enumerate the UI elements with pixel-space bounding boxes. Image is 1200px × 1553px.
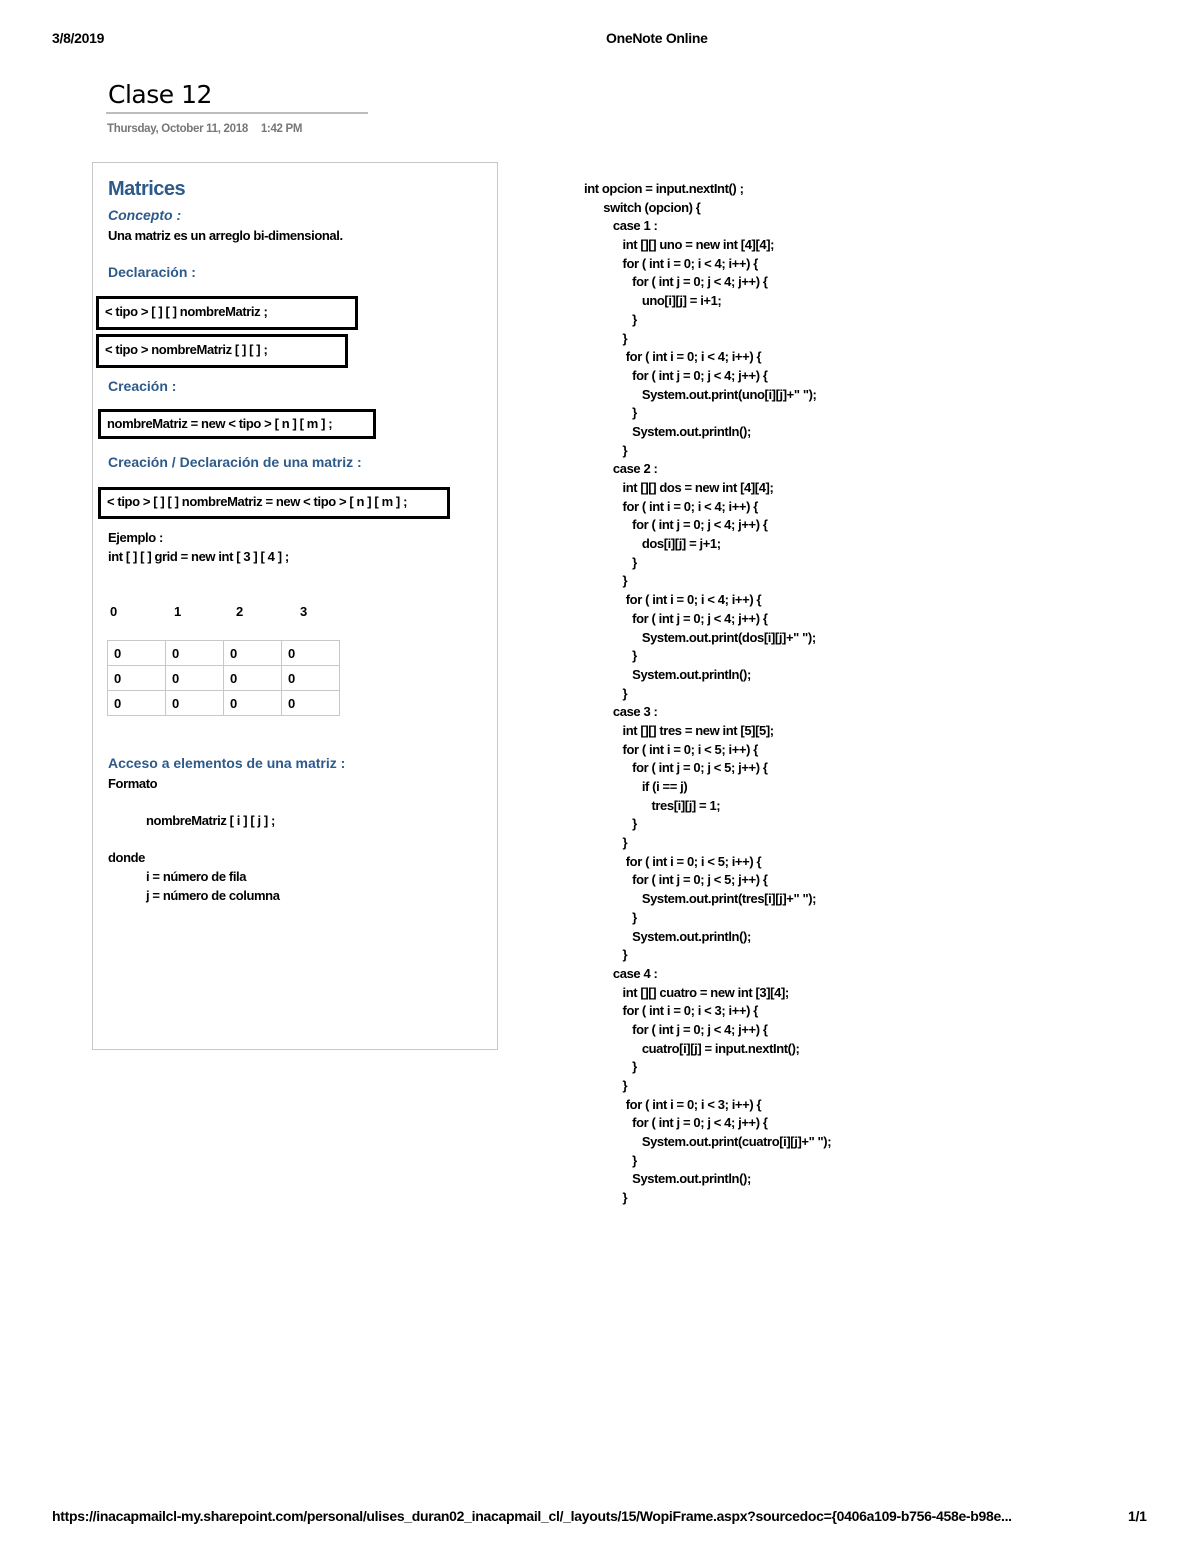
code-line: if (i == j) [584,779,688,794]
code-line: } [584,648,637,664]
donde-i-definition: i = número de fila [146,869,247,884]
code-line: } [584,442,628,458]
table-cell: 0 [224,691,282,716]
table-cell: 0 [108,666,166,691]
code-line: } [584,554,637,570]
code-line: } [584,909,637,925]
table-cell: 0 [166,641,224,666]
code-line: int [][] tres = new int [5][5]; [584,722,774,738]
table-cell: 0 [282,691,340,716]
creacion-heading: Creación : [108,378,177,394]
table-row [108,691,340,716]
created-time: 1:42 PM [260,123,303,135]
creacion-syntax-box: nombreMatriz = new < tipo > [ n ] [ m ] ; [98,409,376,439]
column-number: 3 [300,604,308,619]
concepto-text: Una matriz es un arreglo bi-dimensional. [108,228,343,243]
code-line: for ( int j = 0; j < 4; j++) { [584,274,768,290]
page-title: Clase 12 [108,80,212,109]
code-line: System.out.println(); [584,666,751,682]
code-line: for ( int j = 0; j < 4; j++) { [584,517,768,533]
code-line: for ( int i = 0; i < 3; i++) { [584,1003,758,1019]
ejemplo-label: Ejemplo : [108,530,163,545]
code-line: case 2 : [584,461,658,477]
title-underline [106,112,368,114]
page-created-timestamp [107,123,312,135]
code-line: } [584,816,637,832]
code-line: case 3 : [584,704,658,720]
code-line: int [][] dos = new int [4][4]; [584,480,774,495]
code-line: } [584,1152,637,1168]
table-cell: 0 [282,666,340,691]
code-line: for ( int j = 0; j < 5; j++) { [584,872,768,888]
code-line: for ( int i = 0; i < 4; i++) { [584,349,762,365]
code-line: System.out.print(tres[i][j]+" "); [584,891,817,907]
code-line: } [584,405,637,421]
code-line: switch (opcion) { [584,199,701,215]
matrix-grid-table [107,640,340,716]
code-line: } [584,573,628,589]
code-line: uno[i][j] = i+1; [584,293,722,309]
print-app-title: OneNote Online [606,30,708,46]
declaracion-heading: Declaración : [108,264,196,280]
column-number: 0 [110,604,118,619]
code-line: for ( int i = 0; i < 5; i++) { [584,741,758,757]
donde-j-definition: j = número de columna [146,888,280,903]
code-line: int opcion = input.nextInt() ; [584,181,744,196]
code-line: dos[i][j] = j+1; [584,536,721,552]
formato-code: nombreMatriz [ i ] [ j ] ; [146,813,275,828]
code-line: tres[i][j] = 1; [584,797,721,813]
code-line: } [584,1078,628,1093]
code-line: for ( int i = 0; i < 4; i++) { [584,592,762,608]
code-line: } [584,311,637,327]
print-page-count: 1/1 [1128,1508,1147,1524]
decl-syntax-box-1: < tipo > [ ] [ ] nombreMatriz ; [96,296,358,330]
code-line: for ( int i = 0; i < 5; i++) { [584,853,762,869]
code-line: } [584,835,628,851]
table-cell: 0 [166,691,224,716]
print-footer-url: https://inacapmailcl-my.sharepoint.com/personal/ulises_duran02_inacapmail_cl/_layouts/15/WopiFrame.aspx?sourcedoc={0406a109-b756-458e-b98e... [52,1508,1012,1524]
acceso-heading: Acceso a elementos de una matriz : [108,755,346,771]
table-row [108,666,340,691]
created-day: Thursday, October 11, 2018 [107,123,248,135]
concepto-heading: Concepto : [108,207,182,223]
code-line: for ( int i = 0; i < 4; i++) { [584,498,758,514]
code-line: for ( int j = 0; j < 4; j++) { [584,367,768,383]
section-title: Matrices [108,178,186,200]
code-line: for ( int i = 0; i < 4; i++) { [584,255,758,271]
code-line: System.out.println(); [584,1171,751,1187]
print-date: 3/8/2019 [52,30,105,46]
table-row [108,641,340,666]
table-cell: 0 [108,641,166,666]
code-line: for ( int i = 0; i < 3; i++) { [584,1096,762,1112]
code-line: } [584,1190,628,1206]
code-line: } [584,330,628,346]
table-cell: 0 [224,666,282,691]
code-line: case 4 : [584,965,658,981]
code-line: for ( int j = 0; j < 4; j++) { [584,1115,768,1131]
creacion-declaracion-syntax-box: < tipo > [ ] [ ] nombreMatriz = new < tipo > [ n ] [ m ] ; [98,487,450,519]
code-line: System.out.println(); [584,423,751,439]
code-line: case 1 : [584,218,658,234]
table-cell: 0 [282,641,340,666]
ejemplo-code: int [ ] [ ] grid = new int [ 3 ] [ 4 ] ; [108,549,289,564]
code-line: cuatro[i][j] = input.nextInt(); [584,1040,800,1056]
code-line: } [584,685,628,701]
column-number: 2 [236,604,244,619]
code-line: System.out.print(uno[i][j]+" "); [584,386,817,402]
table-cell: 0 [108,691,166,716]
code-line: } [584,947,628,963]
table-cell: 0 [224,641,282,666]
code-line: int [][] uno = new int [4][4]; [584,237,775,253]
code-line: for ( int j = 0; j < 4; j++) { [584,610,768,626]
creacion-declaracion-heading: Creación / Declaración de una matriz : [108,454,362,470]
code-line: } [584,1059,637,1075]
code-line: System.out.print(dos[i][j]+" "); [584,629,816,645]
code-block [584,180,831,1208]
column-number: 1 [174,604,182,619]
table-cell: 0 [166,666,224,691]
decl-syntax-box-2: < tipo > nombreMatriz [ ] [ ] ; [96,334,348,368]
code-line: for ( int j = 0; j < 4; j++) { [584,1021,768,1037]
code-line: System.out.print(cuatro[i][j]+" "); [584,1134,832,1150]
code-line: for ( int j = 0; j < 5; j++) { [584,760,768,776]
code-line: System.out.println(); [584,928,751,944]
formato-label: Formato [108,776,158,791]
donde-label: donde [108,850,145,865]
code-line: int [][] cuatro = new int [3][4]; [584,984,789,1000]
